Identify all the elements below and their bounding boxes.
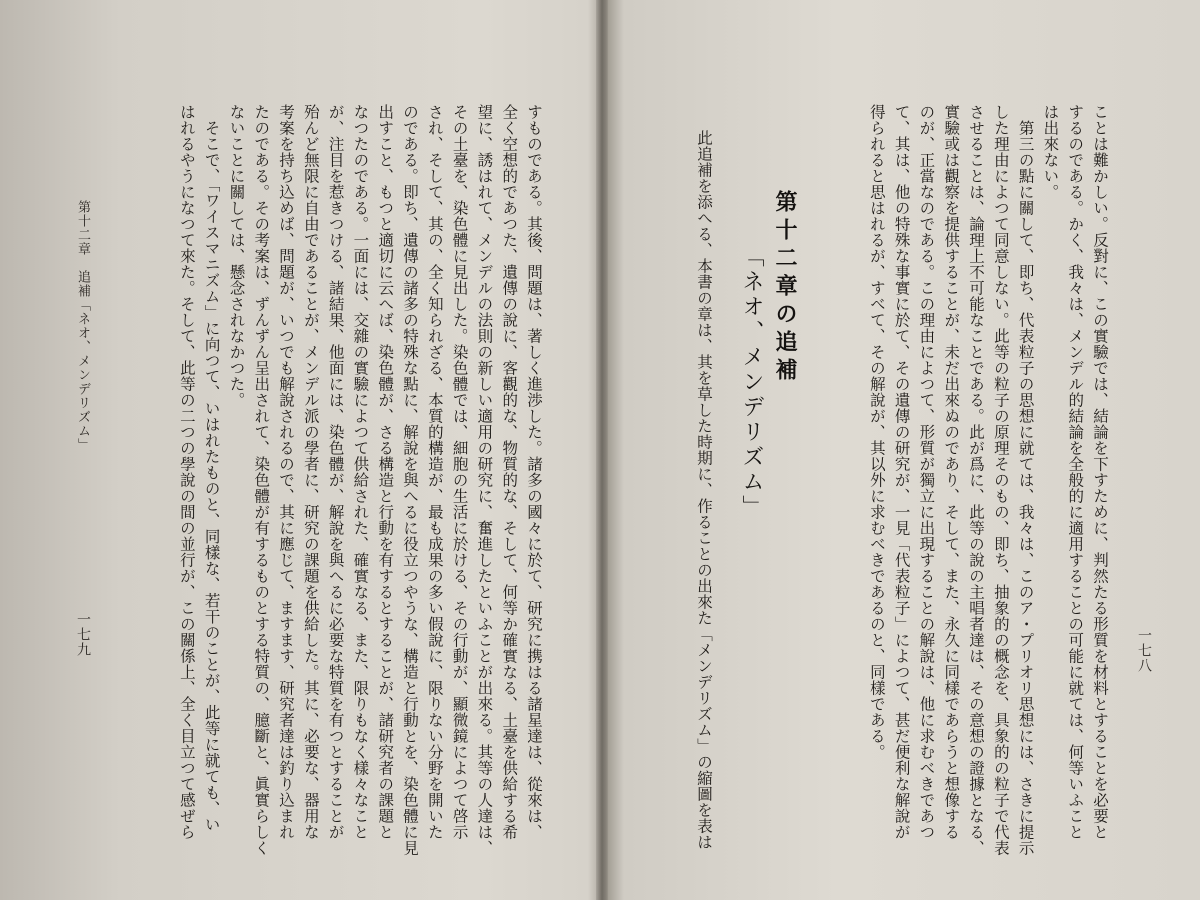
text-line: するのである。かく、我々は、メンデル的結論を全般的に適用することの可能に就ては、何等いふこと [1066,104,1085,840]
text-line: 出すこと、もつと適切に云へば、染色體が、さる構造と行動を有するとすることが、諸研究者の課題と [376,104,395,840]
text-line: ことは難かしい。反對に、この實驗では、結論を下すために、判然たる形質を材料とすることを必要と [1091,104,1109,840]
page-number-left: 一七九 [75,612,91,657]
text-line: 殆んど無限に自由であることが、メンデル派の學者に、研究の課題を供給した。其に、必要な、器用な [301,104,320,840]
text-line: のである。即ち、遺傳の諸多の特殊な點に、解說を與へるに役立つやうな、構造と行動とを、染色體に見 [401,104,420,856]
text-line: は出來ない。 [1041,104,1060,200]
text-line: ないことに關しては、懸念されなかつた。 [227,104,246,408]
text-line: すものである。其後、問題は、著しく進渉した。諸多の國々に於て、研究に携はる諸星達は、從來は、 [525,104,543,840]
left-page-text [106,104,546,856]
text-line: なつたのである。一面には、交雜の實驗によつて供給された、確實なる、また、限りもなく樣々なこと [351,104,370,840]
text-line: 望に、誘はれて、メンデルの法則の新しい適用の研究に、奮進したといふことが出來る。其等の人達は、 [475,104,494,856]
text-line: そこで、「ワイスマニズム」に向つて、いはれたものと、同樣な、若干のことが、此等に就ても、い [202,104,221,833]
text-line: した理由によつて同意しない。此等の粒子の原理そのもの、即ち、抽象的の概念を、具象的の粒子で代表 [991,104,1010,856]
text-line: され、そして、其の、全く知られざる、本質的構造が、最も成果の多い假說に、限りない分野を開いた [425,104,444,840]
running-head: 第十二章 追補「ネオ、メンデリズム」 [75,200,90,452]
text-line: 此追補を添へる、本書の章は、其を草した時期に、作ることの出來た「メンデリズム」の縮圖を表は [695,130,713,850]
text-line: その土臺を、染色體に見出した。染色體では、細胞の生活に於ける、その行動が、顯微鏡によつて啓示 [450,104,469,840]
chapter-title: 第十二章の追補 [772,190,798,386]
text-line: 全く空想的であつた、遺傳の說に、客觀的な、物質的な、そして、何等か確實なる、土臺を供給する希 [500,104,519,840]
right-page-text-bottom [690,130,716,850]
text-line: 實驗或は觀察を提供することが、未だ出來ぬのであり、そして、また、永久に同樣であらうと想像する [942,104,961,840]
text-line: のが、正當なのである。この理由によつて、形質が獨立に出現することの解說は、他に求むべきであつ [917,104,936,840]
text-line: 得られると思はれるが、すべて、その解說が、其以外に求むべきであるのと、同樣である。 [867,104,886,760]
text-line: たのである。その考案は、ずんずん呈出されて、染色體が有するものとする特質の、臆斷と、眞實らしく [252,104,271,856]
text-line: させることは、論理上不可能なことである。此が爲に、此等の說の主唱者達は、その意想の證據となる、 [967,104,986,856]
text-line: て、其は、他の特殊な事實に於て、その遺傳の研究が、一見「代表粒子」によつて、甚だ便利な解說が [892,104,911,840]
right-page-text-top [812,104,1112,856]
page-number-right: 一七八 [1136,628,1152,673]
text-line: はれるやうになつて來た。そして、此等の二つの學說の間の並行が、この關係上、全く目立つて感ぜら [177,104,196,840]
chapter-subtitle: 「ネオ、メンデリズム」 [739,245,764,520]
text-line: 第三の點に關して、即ち、代表粒子の思想に就ては、我々は、このア・プリオリ思想には、さきに提示 [1016,104,1035,856]
text-line: 考案を持ち込めば、問題が、いつでも解說されるので、其に應じて、ますます、研究者達は釣り込まれ [277,104,296,840]
text-line: が、注目を惹きつける、諸結果、他面には、染色體が、解說を與へるに必要な特質を有つとすることが [326,104,345,840]
